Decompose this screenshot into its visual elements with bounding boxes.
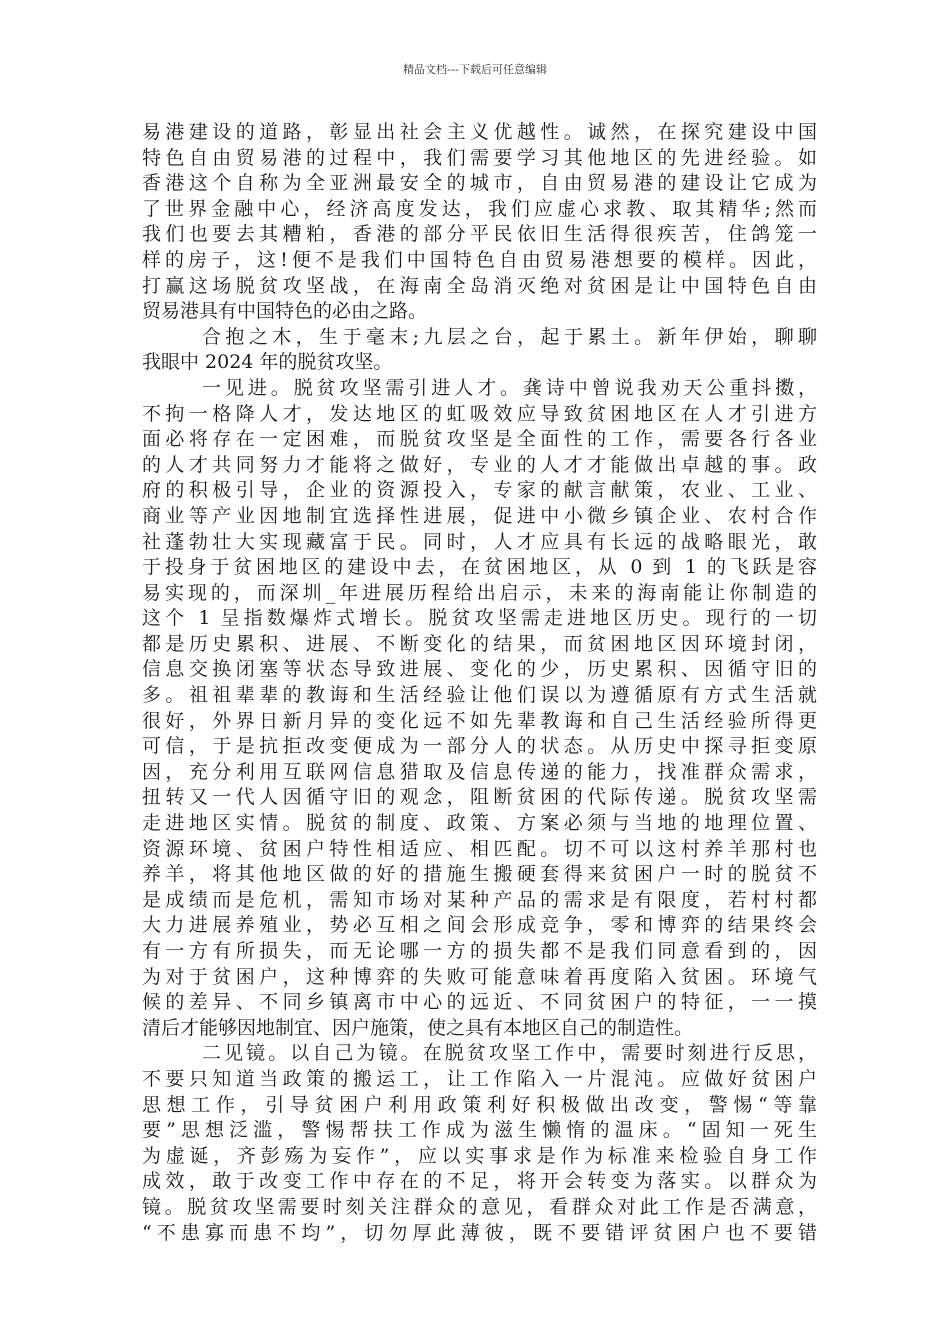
text-line: 资源环境、贫困户特性相适应、相匹配。切不可以这村养羊那村也 — [142, 837, 817, 860]
text-line: 易港建设的道路，彰显出社会主义优越性。诚然，在探究建设中国 — [142, 121, 817, 143]
text-line: 因，充分利用互联网信息猎取及信息传递的能力，找准群众需求， — [142, 760, 817, 783]
text-line: 不拘一格降人才，发达地区的虹吸效应导致贫困地区在人才引进方 — [142, 402, 817, 425]
text-line: 这个 1 呈指数爆炸式增长。脱贫攻坚需走进地区历史。现行的一切 — [142, 607, 817, 630]
text-line: 思想工作，引导贫困户利用政策利好积极做出改变，警惕“等靠 — [142, 1093, 817, 1116]
text-line: 商业等产业因地制宜选择性进展，促进中小微乡镇企业、农村合作 — [142, 504, 817, 527]
text-line: “不患寡而患不均”，切勿厚此薄彼，既不要错评贫困户也不要错 — [142, 1221, 817, 1244]
text-line: 府的积极引导，企业的资源投入，专家的献言献策，农业、工业、 — [142, 479, 817, 502]
text-line: 社蓬勃壮大实现藏富于民。同时，人才应具有长远的战略眼光，敢 — [142, 530, 817, 553]
text-line: 我们也要去其糟粕，香港的部分平民依旧生活得很疾苦，住鸽笼一 — [142, 223, 817, 246]
text-line: 走进地区实情。脱贫的制度、政策、方案必须与当地的地理位置、 — [142, 812, 817, 835]
text-line: 不要只知道当政策的搬运工，让工作陷入一片混沌。应做好贫困户 — [142, 1067, 817, 1090]
text-line: 大力进展养殖业，势必互相之间会形成竞争，零和博弈的结果终会 — [142, 914, 817, 937]
text-line: 候的差异、不同乡镇离市中心的远近、不同贫困户的特征，一一摸 — [142, 991, 817, 1014]
text-line: 面必将存在一定困难，而脱贫攻坚是全面性的工作，需要各行各业 — [142, 428, 817, 451]
text-line: 我眼中 2024 年的脱贫攻坚。 — [142, 351, 393, 374]
text-line: 信息交换闭塞等状态导致进展、变化的少，历史累积、因循守旧的 — [142, 658, 817, 681]
text-line: 贸易港具有中国特色的必由之路。 — [142, 300, 428, 323]
text-line: 要”思想泛滥，警惕帮扶工作成为滋生懒惰的温床。“固知一死生 — [142, 1119, 817, 1142]
text-line: 为虚诞，齐彭殇为妄作”，应以实事求是作为标准来检验自身工作 — [142, 1144, 817, 1167]
text-line: 有一方有所损失，而无论哪一方的损失都不是我们同意看到的，因 — [142, 940, 817, 962]
text-line: 二见镜。以自己为镜。在脱贫攻坚工作中，需要时刻进行反思， — [202, 1042, 817, 1065]
text-line: 了世界金融中心，经济高度发达，我们应虚心求教、取其精华;然而 — [142, 197, 817, 220]
text-line: 的人才共同努力才能将之做好，专业的人才才能做出卓越的事。政 — [142, 453, 817, 476]
text-line: 是成绩而是危机，需知市场对某种产品的需求是有限度，若村村都 — [142, 888, 817, 911]
text-line: 多。祖祖辈辈的教诲和生活经验让他们误以为遵循原有方式生活就 — [142, 684, 817, 707]
page-header: 精品文档---下载后可任意编辑 — [403, 63, 547, 76]
text-line: 合抱之木，生于毫末;九层之台，起于累土。新年伊始，聊聊 — [202, 325, 817, 348]
text-line: 养羊，将其他地区做的好的措施生搬硬套得来贫困户一时的脱贫不 — [142, 863, 817, 886]
text-line: 为对于贫困户，这种博弈的失败可能意味着再度陷入贫困。环境气 — [142, 965, 817, 988]
text-line: 清后才能够因地制宜、因户施策，使之具有本地区自己的制造性。 — [142, 1016, 694, 1039]
text-line: 香港这个自称为全亚洲最安全的城市，自由贸易港的建设让它成为 — [142, 172, 817, 195]
text-line: 一见进。脱贫攻坚需引进人才。龚诗中曾说我劝天公重抖擞， — [202, 376, 817, 399]
text-line: 特色自由贸易港的过程中，我们需要学习其他地区的先进经验。如 — [142, 146, 817, 169]
text-line: 都是历史累积、进展、不断变化的结果，而贫困地区因环境封闭， — [142, 632, 817, 655]
text-line: 可信，于是抗拒改变便成为一部分人的状态。从历史中探寻拒变原 — [142, 735, 817, 758]
document-body — [142, 120, 817, 1246]
text-line: 于投身于贫困地区的建设中去，在贫困地区，从 0 到 1 的飞跃是容 — [142, 556, 817, 579]
text-line: 镜。脱贫攻坚需要时刻关注群众的意见，看群众对此工作是否满意， — [142, 1195, 817, 1218]
text-line: 打赢这场脱贫攻坚战，在海南全岛消灭绝对贫困是让中国特色自由 — [142, 274, 817, 297]
text-line: 样的房子，这!便不是我们中国特色自由贸易港想要的模样。因此， — [142, 248, 817, 271]
text-line: 易实现的，而深圳_年进展历程给出启示，未来的海南能让你制造的 — [142, 581, 817, 604]
text-line: 成效，敢于改变工作中存在的不足，将开会转变为落实。以群众为 — [142, 1170, 817, 1193]
text-line: 很好，外界日新月异的变化远不如先辈教诲和自己生活经验所得更 — [142, 709, 817, 732]
text-line: 扭转又一代人因循守旧的观念，阻断贫困的代际传递。脱贫攻坚需 — [142, 786, 817, 809]
